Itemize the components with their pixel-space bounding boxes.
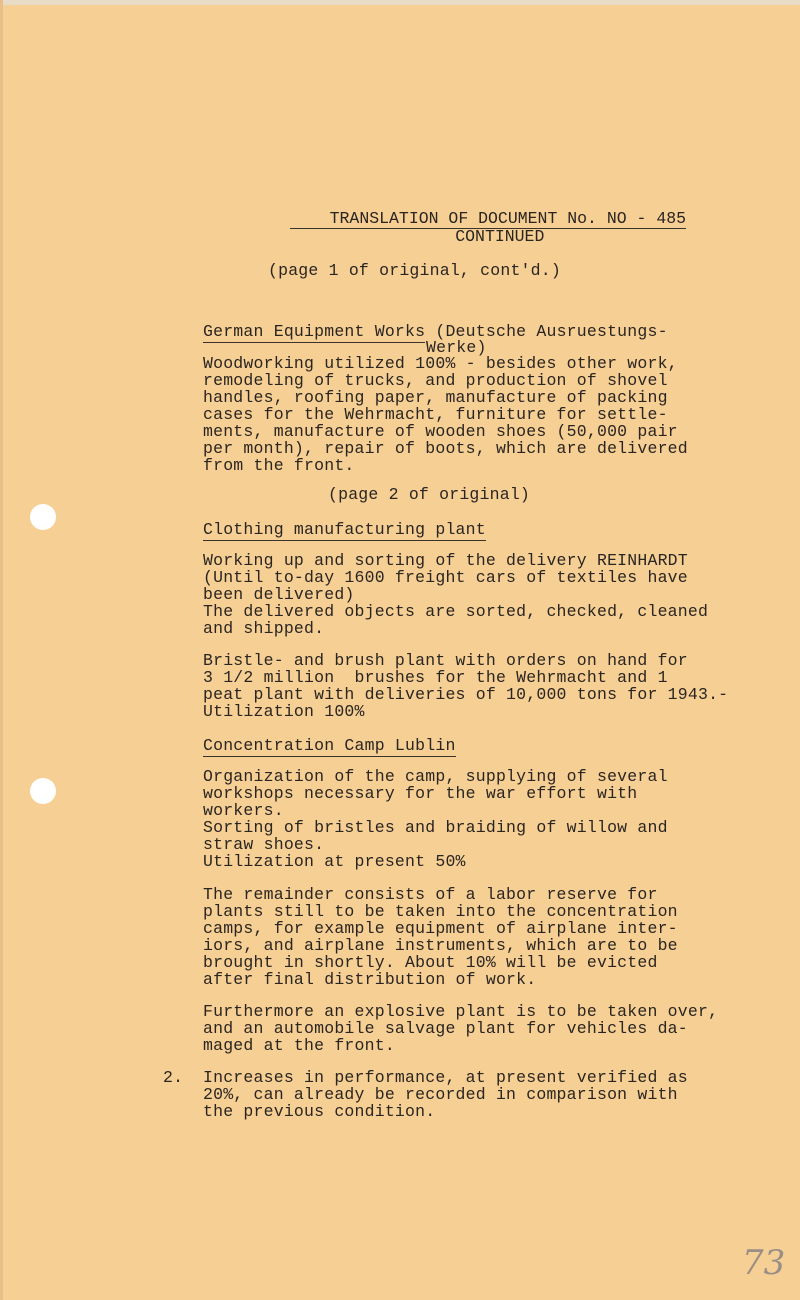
text-line: from the front. (203, 456, 355, 475)
text-line: remodeling of trucks, and production of shovel (203, 371, 668, 390)
text-line: handles, roofing paper, manufacture of packing (203, 388, 668, 407)
section3-heading-line (203, 737, 456, 754)
title-rule (290, 228, 668, 229)
text-line: and shipped. (203, 619, 325, 638)
text-line: Organization of the camp, supplying of several (203, 767, 668, 786)
text-line: camps, for example equipment of airplane inter- (203, 919, 678, 938)
section1-heading-line2: Werke) (426, 338, 487, 357)
text-line: 20%, can already be recorded in comparison with (203, 1085, 678, 1104)
text-line: been delivered) (203, 585, 355, 604)
text-line: per month), repair of boots, which are delivered (203, 439, 688, 458)
text-line: peat plant with deliveries of 10,000 tons for 1943.- (203, 685, 729, 704)
text-line: plants still to be taken into the concentration (203, 902, 678, 921)
page-left-edge (0, 0, 3, 1300)
document-subtitle: CONTINUED (455, 227, 545, 246)
text-line: iors, and airplane instruments, which are to be (203, 936, 678, 955)
text-line: workers. (203, 801, 284, 820)
text-line: cases for the Wehrmacht, furniture for settle- (203, 405, 668, 424)
punch-hole-upper (30, 504, 56, 530)
text-line: Furthermore an explosive plant is to be taken over, (203, 1002, 719, 1021)
text-line: Bristle- and brush plant with orders on hand for (203, 651, 688, 670)
page-number-stamp: 73 (742, 1243, 786, 1283)
text-line: brought in shortly. About 10% will be evicted (203, 953, 658, 972)
text-line: maged at the front. (203, 1036, 395, 1055)
text-line: Sorting of bristles and braiding of willow and (203, 818, 668, 837)
text-line: workshops necessary for the war effort with (203, 784, 638, 803)
item2-number: 2. (163, 1068, 184, 1087)
text-line: Working up and sorting of the delivery REINHARDT (203, 551, 688, 570)
document-subtitle-line (290, 211, 670, 262)
text-line: straw shoes. (203, 835, 325, 854)
section3-heading: Concentration Camp Lublin (203, 736, 456, 755)
document-title: TRANSLATION OF DOCUMENT No. NO - 485 (329, 209, 687, 228)
text-line: ments, manufacture of wooden shoes (50,000 pair (203, 422, 678, 441)
text-line: The delivered objects are sorted, checked, cleaned (203, 602, 709, 621)
text-line: the previous condition. (203, 1102, 436, 1121)
section2-heading: Clothing manufacturing plant (203, 520, 486, 539)
section2-heading-line (203, 521, 486, 538)
text-line: and an automobile salvage plant for vehicles da- (203, 1019, 688, 1038)
page-note-2: (page 2 of original) (328, 485, 531, 504)
section1-heading-rest: (Deutsche Ausruestungs- (425, 322, 668, 341)
text-line: Increases in performance, at present verified as (203, 1068, 688, 1087)
text-line: 3 1/2 million brushes for the Wehrmacht and 1 (203, 668, 668, 687)
text-line: The remainder consists of a labor reserve for (203, 885, 658, 904)
page-note-1: (page 1 of original, cont'd.) (268, 261, 561, 280)
text-line: (Until to-day 1600 freight cars of textiles have (203, 568, 688, 587)
text-line: after final distribution of work. (203, 970, 537, 989)
punch-hole-lower (30, 778, 56, 804)
section1-heading: German Equipment Works (203, 322, 426, 341)
text-line: Utilization at present 50% (203, 852, 466, 871)
text-line: Utilization 100% (203, 702, 365, 721)
text-line: Woodworking utilized 100% - besides other work, (203, 354, 678, 373)
page-top-edge (0, 0, 800, 5)
